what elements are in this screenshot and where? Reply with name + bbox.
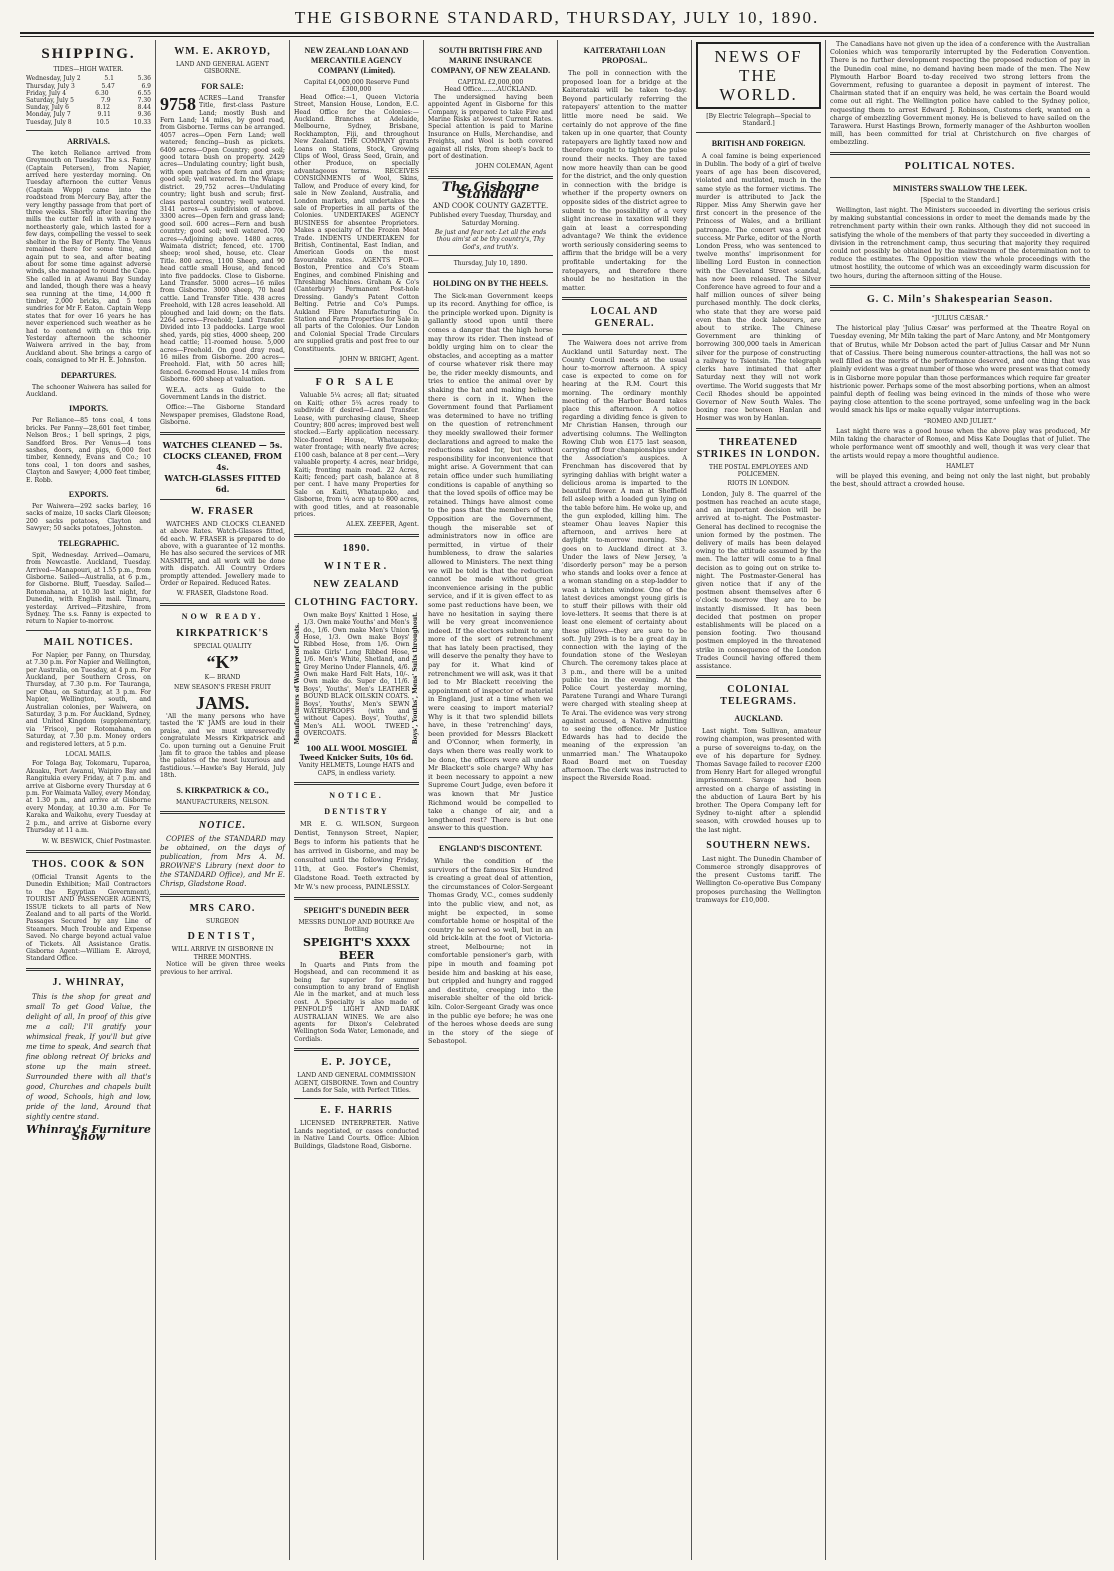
caro-footer: Notice will be given three weeks previous to her arrival.: [160, 961, 285, 976]
divider: [428, 255, 553, 256]
southern-text: Last night. The Dunedin Chamber of Commerce strongly disapproves of the present Customs tariff. The Wellington Co-operative Bus Company proposes purchasing the Wellington tramways for £10,000.: [696, 854, 821, 904]
whinray-footer: Whinray's Furniture Show: [26, 1122, 151, 1144]
vertical-label-left: Manufacturers of Waterproof Coats.: [294, 622, 301, 745]
zeefer-signature: ALEX. ZEEFER, Agent.: [346, 521, 419, 529]
paper-nameplate: The Gisborne Standard: [441, 179, 540, 203]
auckland-heading: AUCKLAND.: [734, 714, 783, 724]
local-mails-text: For Tolaga Bay, Tokomaru, Tuparoa, Akuaku, Port Awanui, Waipiro Bay and Rangitukia every Friday, at 7 p.m. and arrive at Gisborne every Thursday at 6 p.m. For Waimata Valley, every Monday, at 1.30 p.m., and arrive at Gisborne every Monday, at 10.30 a.m. For Te Karaka and Waikohu, every Tuesday at 2 p.m., and arrive at Gisborne every Thursday at 11 a.m.: [26, 760, 151, 835]
kaiterataki-text: The poll in connection with the proposed loan for a bridge at the Kaiterataki will be taken to-day. Beyond particularly referring the ratepayers' attention to the matter little more need be said. We certainly do not approve of the fine taken up in one quarter, that County ratepayers are lightly taxed now and therefore ought to tighten the pulse round their necks. They are taxed now more heavily than can be good for the district, and the only question in connection with the bridge is whether if the property owners on opposite sides of the district agree to submit to the possibility of a very slight increase in taxation will they gain at least a corresponding advantage? We think the evidence worth seriously considering seems to affirm that the bridge will be a very profitable undertaking for the ratepayers, and therefore there should be no hesitation in the matter.: [562, 69, 687, 292]
mail-notices-heading: MAIL NOTICES.: [43, 636, 134, 648]
column-5: [558, 40, 692, 1560]
tide-cell: 8.44: [137, 104, 151, 112]
holding-text: The Sick-man Government keeps up its record. Anything for office, is the principle worked upon. Dignity is gallantly stood upon until there comes a danger that the high horse may throw its rider. Then instead of boldly urging him on to clear the obstacles, and accepting as a matter of course whatever risk there may be, the rider meekly dismounts, and tries to entice the animal over by shaking the hat and making believe there is corn in it. When the Government found that Parliament was determined to have no trifling on the question of retrenchment they meekly swallowed their former declarations and agreed to make the reductions asked for, but without responsibility for inconvenience that might arise. A Government that can retain office under such humiliating conditions is capable of anything so that the loved spoils of office may be retained. Things have almost come to the pass that the members of the Opposition are the Government, though the miserable set of administrators now in office are permitted, in virtue of their humbleness, to draw the salaries allowed to Ministers. The next thing we will be told is that the reduction cannot be made without great inconvenience arising in the public service, and if it is given effect to as some past reductions have been, we have no hesitation in saying there will be very great inconvenience indeed. If the electors submit to any more of the sort of retrenchment that has lately been practised, they will deserve the penalty they have to pay for it. What kind of retrenchment we will ask, was it that led to Mr Blackett receiving the appointment of inspector of material in England, just at a time when we were ceasing to import material? Why is it that two splendid billets have, in these 'retrenching' days, been provided for Messrs Blackett and O'Connor, when formerly, in days when there was really work to be done, the officers were all under Mr Blackett's sole charge? Why has it been necessary to appoint a new Supreme Court Judge, even before it was known that Mr Justice Richmond would be compelled to take a change of air, and a lengthened rest? There is but one answer to this question.: [428, 291, 553, 833]
tide-row: [26, 90, 151, 97]
kaiterataki-heading: KAITERATAHI LOAN PROPOSAL.: [583, 46, 666, 65]
telegraphic-text: Spit, Wednesday. Arrived—Oamaru, from Newcastle. Auckland, Tuesday. Arrived—Manapouri, at 1.55 p.m., from Gisborne. Sailed—Australia, at 6 p.m., for Gisborne. Bluff, Tuesday. Sailed—Rotomahana, at 10.30 last night, for Dunedin, with English mail. Timaru, yesterday. Arrived—Fitzshire, from Sydney. The s.s. Fanny is expected to return to Napier to-morrow.: [26, 551, 151, 626]
tide-cell: 8.12: [96, 104, 110, 112]
harris-heading: E. F. HARRIS: [320, 1105, 393, 1117]
cook-heading: THOS. COOK & SON: [31, 858, 146, 870]
dentist-heading: DENTIST,: [187, 931, 258, 943]
jams-heading: JAMS.: [195, 692, 250, 713]
published-note: Published every Tuesday, Thursday, and Saturday Morning.: [429, 212, 552, 227]
tide-cell: 9.36: [137, 111, 151, 119]
divider: [294, 534, 419, 537]
divider: [696, 428, 821, 431]
local-general-heading: LOCAL AND GENERAL.: [590, 306, 659, 330]
divider: [562, 334, 687, 335]
joyce-text: LAND AND GENERAL COMMISSION AGENT, GISBORNE. Town and Country Lands for Sale, with Perfect Titles.: [294, 1072, 419, 1095]
winter-heading: WINTER.: [323, 560, 390, 572]
nz-loan-text: Head Office:—1, Queen Victoria Street, Mansion House, London, E.C. Head Office for the Colonies:—Auckland. Branches at Adelaide, Melbourne, Sydney, Brisbane, Rockhampton, Fiji, and throughout New Zealand. THE COMPANY grants Loans on Stations, Stock, Growing Clips of Wool, Grass Seed, Grain, and other Produce, on specially advantageous terms. RECEIVES CONSIGNMENTS of Wool, Skins, Tallow, and Produce of every kind, for sale in New Zealand, Australia, and London markets, and undertakes the sale of Properties in all parts of the Colonies. UNDERTAKES AGENCY BUSINESS for absentee Proprietors. Makes a specialty of the Frozen Meat Trade. INDENTS UNDERTAKEN for British, Continental, East Indian, and American Goods on the most favourable rates. AGENTS FOR— Boston, Prentice and Co's Steam Engines, and combined Finishing and Threshing Machines. Graham & Co's (Canterbury) Permanent Post-hole Dressing. Gandy's Patent Cotton Belting. Petrie and Co's Pumps. Aukland Fibre Manufacturing Co. Station and Farm Properties for Sale in all parts of the Colonies. Our London and Colonial Special Trade Circulars are supplied gratis and post free to our Constituents.: [294, 93, 419, 353]
paper-motto: Be just and fear not: Let all the ends thou aim'st at be thy country's, Thy God's, and truth's.: [434, 228, 547, 251]
divider: [26, 630, 151, 631]
tide-table: [26, 75, 151, 125]
divider: [294, 897, 419, 900]
political-heading: POLITICAL NOTES.: [904, 160, 1016, 172]
clothing-text: Own make Boys' Knitted 1 Hose, 1/3. Own make Youths' and Men's do., 1/6. Own make Men's Union Hose, 1/3. Own make Boys' Ribbed Hose, from 1/6. Own make Girls' Long Ribbed Hose, 1/6. Men's White, Shetland, and Grey Merino Under Flannels, 4/6. Own make Hard Felt Hats, 10/-. Own make do. Super do, 11/6. Boys', Youths', Men's LEATHER BOUND BLACK OILSKIN COATS. Boys', Youths', Men's SEWN WATERPROOFS (with and without Capes). Boys', Youths', Men's ALL WOOL TWEED OVERCOATS.: [303, 611, 410, 738]
tide-cell: Sunday, July 6: [26, 104, 69, 112]
mail-notices-text: For Napier, per Fanny, on Thursday, at 7.30 p.m. For Napier and Wellington, per Australia, on Tuesday, at 4 p.m. For Auckland, per Southern Cross, on Thursday, at 7.30 p.m. For Tauranga, per Ohau, on Saturday, at 3 p.m. For Napier, Wellington, south, and Australian colonies, per Waiwera, on Saturday, 3 p.m. For Auckland, Sydney, and United Kingdom (supplementary, via 'Frisco), per Rotomahana, on Saturday, at 7.30 p.m. Money orders and registered letters, at 5 p.m.: [26, 651, 152, 748]
whinray-poem: This is the shop for great and small To get Good Value, the delight of all, In proof of this give me a call; I'll gratify your whimsical freak, If you'll but give me time to speak, And search that fine oblong retreat Of bricks and stone up the main street. Surrounded there with all that's good, Churches and chapels built of wood, Schools, high and low, pride of the land, Around that sightly centre stand.: [26, 992, 151, 1121]
imports-heading: IMPORTS.: [68, 404, 109, 414]
exports-text: Per Waiwera—292 sacks barley, 16 sacks of maize, 10 sacks Clark Gleeson; 200 sacks potatoes, Clayton and Sawyer; 50 sacks potatoes, Johnston.: [26, 503, 151, 533]
coleman-signature: JOHN COLEMAN, Agent: [475, 163, 553, 171]
joyce-heading: E. P. JOYCE,: [321, 1057, 392, 1069]
tide-row: [26, 75, 151, 82]
local-mails-heading: LOCAL MAILS.: [65, 751, 112, 759]
tide-cell: 5.1: [104, 75, 114, 83]
local-general-text: The Waiwera does not arrive from Auckland until Saturday next. The County Council meets at the usual hour to-morrow afternoon. A spicy case is expected to come on for hearing at the R.M. Court this morning. The ordinary monthly meeting of the Harbor Board takes place this afternoon. A notice regarding a dividing fence is given to Mr Christian Hansen, through our advertising columns. The Wellington Rowing Club won £175 last season, carrying off four championships under the Association's auspices. A Frenchman has discovered that by syringing dahlias with bright water a delicious aroma is imparted to the beautiful flower. A man at Sheffield fell asleep with a loaded gun lying on the table before him. He woke up, and the gun exploded, killing him. The steamer Ohau leaves Napier this afternoon, and arrives here at daylight to-morrow morning. She goes on to Auckland direct at 3. Under the laws of New Jersey, 'a 'disorderly person'' may be a person who stands and looks over a fence at a woman standing on a step-ladder to wash a kitchen window. One of the latest devices amongst young girls is to stuff their pillows with their old love-letters. It seems that there is at least one element of certainty about these pillows—they are sure to be soft. July 29th is to be a great day in connection with the laying of the foundation stone of the Wesleyan Church. The ceremony takes place at 3 p.m., and there will be a united public tea in the evening. At the Police Court yesterday morning, Paratene Turangi and Whare Turangi were charged with stealing sheep at Te Arai. The evidence was very strong against accused, a Native admitting to seeing the offence. Mr Justice Edwards has had to decide the meaning of the expression 'an unmarried man.' The Whataupoko Road Board met on Tuesday afternoon. The clerk was instructed to inspect the Riverside Road.: [562, 339, 687, 783]
akroyd-subheading: LAND AND GENERAL AGENT GISBORNE.: [176, 61, 269, 76]
divider: [294, 1048, 419, 1051]
tide-row: [26, 97, 151, 104]
exports-heading: EXPORTS.: [68, 490, 109, 500]
nz-clothing-heading-2: CLOTHING FACTORY.: [294, 596, 419, 608]
tide-cell: Monday, July 7: [26, 111, 71, 119]
kirkpatrick-heading: KIRKPATRICK'S: [176, 627, 269, 639]
tide-cell: 6.30: [95, 89, 109, 97]
tide-cell: 7.9: [101, 97, 111, 105]
postal-subheading: THE POSTAL EMPLOYEES AND POLICEMEN.: [708, 463, 809, 478]
wilson-text: MR E. G. WILSON, Surgeon Dentist, Tennyson Street, Napier, Begs to inform his patients that he has arrived in Gisborne, and may be consulted until the following Friday, 11th, at Geo. Foster's Chemist, Gladstone Road. Teeth extracted by Mr W.'s new process, PAINLESSLY.: [294, 819, 419, 891]
acreage-number: 9758: [160, 93, 196, 114]
england-heading: ENGLAND'S DISCONTENT.: [439, 843, 542, 853]
sale-text: Valuable 5¼ acres; all flat; situated on Kaiti; other 5¼ acres ready to subdivide if desired—Land Transfer. Lease, with purchasing clause, Sheep Country; 800 acres; improved best well stocked.—Early application necessary. Nice-floored House, Whataupoko; water frontage; with nearly five acres; £100 cash, balance at 8 per cent.—Very valuable property. 4 acres, near bridge, Kaiti; fronting main road. 22 Acres, Kaiti; fenced; part cash, balance at 8 per cent. I have many Properties for Sale on Kaiti, Whataupoko, and Gisborne, from ¼ acre up to 800 acres, with good titles, and at reasonable prices.: [294, 392, 419, 518]
for-sale-heading: FOR SALE:: [201, 81, 244, 91]
guide-text: W.E.A. acts as Guide to the Government Lands in the district.: [160, 386, 285, 402]
speights-xxxx: SPEIGHT'S XXXX BEER: [303, 935, 410, 962]
akroyd-heading: WM. E. AKROYD,: [174, 46, 271, 57]
tide-cell: 5.47: [101, 82, 115, 90]
divider: [160, 811, 285, 814]
manufacturers-label: MANUFACTURERS, NELSON.: [176, 798, 269, 806]
issue-date: Thursday, July 10, 1890.: [453, 260, 528, 268]
caesar-heading: “JULIUS CÆSAR.”: [931, 314, 989, 322]
tide-row: [26, 104, 151, 111]
speights-heading: SPEIGHT'S DUNEDIN BEER: [303, 905, 410, 915]
tide-cell: 5.36: [137, 75, 151, 83]
telegraphic-heading: TELEGRAPHIC.: [57, 538, 120, 548]
column-3: [290, 40, 424, 1560]
canada-text: The Canadians have not given up the idea of a conference with the Australian Colonies which was temporarily interrupted by the Federation Convention. There is no further development respecting the proposed reduction of pay in the Dunedin coal mine, no demand having been made of the men. The New Plymouth Harbor Board to-day received two strong letters from the Government, refusing to guarantee a deposit in payment of interest. The Chairman stated that if an enquiry was held, he was certain the Board would come out all right. The Wellington police have cabled to the Sydney police, requesting them to arrest Edward J. Robinson, Customs clerk, wanted on a charge of embezzling Government money. He is believed to have sailed on the Tarawera. Hurst Hastings Brown, formerly manager of the Ashburton woollen mill, has been committed for trial at Christchurch on five charges of embezzling.: [830, 40, 1090, 147]
holding-heading: HOLDING ON BY THE HEELS.: [433, 278, 548, 288]
office-text: Office:—The Gisborne Standard Newspaper premises, Gladstone Road, Gisborne.: [160, 404, 285, 427]
divider: [696, 132, 821, 133]
divider: [160, 432, 285, 435]
bright-signature: JOHN W. BRIGHT, Agent.: [339, 356, 419, 364]
milns-heading: G. C. Miln's Shakespearian Season.: [867, 293, 1053, 305]
paper-subtitle: AND COOK COUNTY GAZETTE.: [432, 201, 549, 210]
watches-line-1: WATCHES CLEANED — 5s.: [162, 439, 283, 450]
notice-heading: NOTICE.: [198, 820, 247, 832]
news-subheading: [By Electric Telegraph—Special to Standard.]: [706, 113, 811, 128]
divider: [696, 675, 821, 678]
romeo-text: Last night there was a good house when the above play was produced, Mr Miln taking the character of Romeo, and Miss Kate Douglas that of Juliet. The whole performance went off smoothly and well, though it was very clear that the artists would repay a more thoughtful audience.: [830, 426, 1090, 460]
caro-subheading: SURGEON: [205, 918, 240, 926]
divider: [160, 894, 285, 897]
watches-line-2: CLOCKS CLEANED, FROM 4s.: [163, 450, 282, 472]
tide-cell: 6.9: [141, 82, 151, 90]
newspaper-columns: [22, 40, 1094, 1560]
british-foreign-text: A coal famine is being experienced in Dublin. The body of a girl of twelve years of age has been discovered, violated and mutilated, much in the same style as the former victims. The murder is attributed to Jack the Ripper. Miss Amy Sherwin gave her first concert in the presence of the Princess of Wales, and a brilliant patronage. The concert was a great success. Mr Parke, editor of the North London Press, who was sentenced to twelve months' imprisonment for libelling Lord Euston in connection with the Cleveland Street scandal, has now been released. The Silver Conference have agreed to four and a half million ounces of silver being purchased monthly. The dock clerks, who state that they are worse paid even than the dock labourers, are about to strike. The Chinese Government are thinking of borrowing 300,000 taels in American silver for the purpose of constructing a railway to Tsientsin. The telegraph clerks have intimated that after Saturday next they will not work overtime. The World suggests that Mr Cecil Rhodes should be appointed Governor of New South Wales. The boxing race between Hanlan and Hosmer was won by Hanlan.: [696, 151, 821, 423]
tide-cell: 10.33: [133, 118, 151, 126]
south-british-heading: SOUTH BRITISH FIRE AND MARINE INSURANCE COMPANY, OF NEW ZEALAND.: [430, 46, 551, 75]
south-british-capital: CAPITAL £2,000,000: [457, 79, 524, 86]
england-text: While the condition of the survivors of the famous Six Hundred is creating a great deal of attention, the circumstances of Color-Sergeant Thomas Grady, V.C., comes suddenly into the public view, and not, as might be expected, in some comfortable home or hospital of the country he served so well, but in an old brick-kiln at the foot of Victoria-street, Melbourne; not in comfortable pensioner's garb, with pipe in mouth and foaming pot beside him and basking at his ease, but crippled and hungry and ragged and destitute, creeping into the miserable shelter of the old brick-kiln. Color-Sergeant Grady was once in the public eye before; he was one of the heroes whose deeds are sung in the story of the siege of Sebastopol.: [428, 856, 553, 1046]
kirkpatrick-company: S. KIRKPATRICK & CO.,: [176, 785, 269, 795]
strikes-heading: THREATENED STRIKES IN LONDON.: [696, 436, 821, 460]
divider: [294, 368, 419, 371]
for-sale-heading-2: FOR SALE: [315, 377, 398, 389]
departures-heading: DEPARTURES.: [60, 370, 117, 380]
tide-cell: Tuesday, July 8: [26, 118, 72, 126]
news-of-world-box: [696, 42, 821, 109]
colonial-heading: COLONIAL TELEGRAMS.: [720, 684, 797, 708]
harris-text: LICENSED INTERPRETER. Native Lands negotiated, or cases conducted in Native Land Courts. Office: Albion Buildings, Gladstone Road, Gisborne.: [294, 1120, 419, 1150]
tide-cell: 9.11: [97, 111, 111, 119]
tide-cell: Friday, July 4: [26, 89, 67, 97]
divider: [160, 603, 285, 606]
helmets-text: Vanity HELMETS, Lounge HATS and CAPS, in endless variety.: [298, 762, 415, 777]
leek-subheading: [Special to the Standard.]: [920, 196, 1000, 204]
hamlet-heading: HAMLET: [945, 462, 975, 470]
imports-text: Per Reliance—85 tons coal, 4 tons bricks. Per Fanny—28,601 feet timber, Nelson Bros.; 1 bell springs, 2 pigs, Sandford Bros. Per Venus—4 tons sashes, doors, and pigs, 6,000 feet timber, Kennedy, Evans and Co.; 10 tons coal, 1 ton doors and sashes, Clayton and Sawyer; 4,000 feet timber, E. Robb.: [26, 417, 151, 484]
masthead-rule-thin: [20, 36, 1094, 37]
masthead-rule: [20, 32, 1094, 34]
now-ready-heading: NOW READY.: [181, 611, 264, 621]
shipping-heading: SHIPPING.: [41, 46, 136, 62]
arrivals-text: The ketch Reliance arrived from Greymouth on Tuesday. The s.s. Fanny (Captain Petersen), from Napier, arrived here yesterday morning. On Tuesday afternoon the cutter Venus (Captain Wepp) came into the roadstead from Mercury Bay, after the very lengthy passage from that port of three weeks. Shortly after leaving the mills the cutter fell in with a heavy northeasterly gale, which lasted for a few days, compelling the vessel to seek shelter in the Bay of Plenty. The Venus remained there for some time, and again put to sea, and after beating about for some time against adverse winds, she managed to round the Cape. She called in at Awanui Bay Sunday and landed, though there was a heavy sea running at the time, 14,000 ft timber, 2,000 bricks, and 5 tons sundries for Mr F. Eaton. Captain Wepp states that for over 16 years he has never experienced such weather as he had to contend with on this trip. Yesterday afternoon the schooner Waiwera arrived in the bay, from Auckland about. She brings a cargo of coals, consigned to Mr H. E. Johnston.: [26, 149, 151, 365]
divider: [160, 499, 285, 500]
caro-heading: MRS CARO.: [189, 903, 256, 915]
strikes-text: London, July 8. The quarrel of the postmen has reached an acute stage, and an important decision will be arrived at to-night. The Postmaster-General has declined to recognise the union formed by the postmen. The delivery of mails has been delayed owing to the attitude assumed by the men. The latter will come to a final decision as to going out on strike to-night. The Postmaster-General has given notice that if any of the postmen absent themselves after 6 o'clock to-morrow they are to be instantly dismissed. It has been decided that postmen on proper establishments will be placed on a pension footing. Two thousand postmen employed in the threatened strike in consequence of the London Trades Council having offered them assistance.: [696, 489, 821, 670]
divider: [830, 177, 1090, 178]
postmaster-signature: W. W. BESWICK, Chief Postmaster.: [42, 837, 151, 845]
tide-cell: Saturday, July 5: [26, 97, 74, 105]
south-british-text: The undersigned having been appointed Agent in Gisborne for this Company, is prepared to take Fire and Marine Risks at lowest Current Rates. Special attention is paid to Marine Insurance on Hulls, Merchandise, and Freights, and Wool is both covered against all risks, from sheep's back to port of destination.: [428, 93, 553, 161]
hamlet-text: will be played this evening, and being not only the last night, but probably the best, should attract a crowded house.: [830, 472, 1090, 489]
notice-text: COPIES of the STANDARD may be obtained, on the days of publication, from Mrs A. M. BROWNE'S Library (next door to the STANDARD Office), and Mr E. Chrisp, Gladstone Road.: [160, 835, 285, 889]
year-heading: 1890.: [342, 542, 371, 554]
fraser-address: W. FRASER, Gladstone Road.: [176, 590, 269, 598]
fresh-fruit-label: NEW SEASON'S FRESH FRUIT: [174, 683, 271, 691]
k-brand-label: K— BRAND: [204, 674, 241, 682]
fraser-heading: W. FRASER: [190, 505, 255, 517]
column-1: [22, 40, 156, 1560]
divider: [830, 285, 1090, 288]
tide-cell: 10.5: [96, 118, 110, 126]
tides-heading: TIDES—HIGH WATER.: [53, 66, 124, 73]
divider: [428, 176, 553, 179]
fraser-text: WATCHES AND CLOCKS CLEANED at above Rates. Watch-Glasses fitted, 6d each. W. FRASER is prepared to do above, with a guarantee of 12 months. He has also secured the services of MR NASMITH, and all work will be done with dispatch. All Country Orders promptly attended. Jewellery made to Order or Repaired. Reduced Rates.: [160, 520, 285, 587]
divider: [294, 1098, 419, 1099]
column-4: [424, 40, 558, 1560]
nz-clothing-heading-1: NEW ZEALAND: [313, 578, 400, 590]
southern-heading: SOUTHERN NEWS.: [706, 839, 811, 851]
romeo-heading: “ROMEO AND JULIET.”: [923, 417, 997, 425]
tide-row: [26, 119, 151, 126]
tide-cell: Wednesday, July 2: [26, 75, 81, 83]
divider: [830, 152, 1090, 155]
land-listings: ACRES—Land Transfer Title, first-class Pasture Land; mostly Bush and Fern Land; 14 miles, by good road, from Gisborne. Terms can be arranged. 4057 acres—Open Fern Land; well watered; fencing—bush as pickets. 6409 acres—Open Country; good soil; good totara bush on property. 2429 acres—Undulating country; light bush, with open patches of fern and grass; good soil; well watered. In the Waiapu district. 29,752 acres—Undulating country; light bush and scrub; first-class pastoral country; well watered. 3141 acres—A subdivision of above. 3300 acres—Open fern and grass land; good soil. 600 acres—Fern and bush country; good soil; well watered. 700 acres—Adjoining above. 1480 acres, Waimata district; fenced, etc. 1700 sheep; wool shed, house, etc. Clear Title. 800 acres, 1100 Sheep, and 90 head cattle small House, and fenced into five paddocks. Close to Gisborne. Land Transfer. 5000 acres—16 miles from Gisborne. 3000 sheep, 70 head cattle. Land Transfer Title. 438 acres Freehold, with 128 acres leasehold. All ploughed and laid down; on the flats. 2264 acres—Freehold; Land Transfer. Divided into 13 paddocks. Large wool shed, yards, pig sties, 4000 sheep, 200 head cattle; 11-roomed house. 5,000 acres—Freehold. On good dray road, 16 miles from Gisborne. 200 acres—Freehold. Flat, with 50 acres hill; fenced. 6-roomed House. 14 miles from Gisborne. 600 sheep at valuation.: [160, 94, 285, 384]
nz-loan-heading: NEW ZEALAND LOAN AND MERCANTILE AGENCY COMPANY (Limited).: [304, 46, 409, 75]
caro-text: WILL ARRIVE IN GISBORNE IN THREE MONTHS.: [171, 946, 274, 961]
vertical-label-right: Boys', Youths', Mens' Suits throughout.: [411, 611, 419, 745]
caesar-text: The historical play 'Julius Cæsar' was performed at the Theatre Royal on Tuesday evening, Mr Miln taking the part of Marc Antony, and Mr Montgomery that of Brutus, while Mr Dobson acted the part of Julius Cæsar and Mr Nunn that of Cassius. There being numerous counter-attractions, the hall was not so well filled as the merits of the performance deserved, and one thing that was plainly evident was a great number of those who were present was that comedy is in Gisborne more popular than those performances which require far greater histrionic power. Perhaps some of the most absorbing portions, when an almost painful depth of feeling was being evinced in the minds of those who were paying close attention to the scene portrayed, some unfeeling wag in the back would smack his lips or make equally vulgar interruptions.: [830, 324, 1090, 415]
arrivals-heading: ARRIVALS.: [67, 136, 110, 146]
tide-row: [26, 83, 151, 90]
special-quality: SPECIAL QUALITY: [193, 642, 252, 650]
nz-loan-capital: Capital £4,000,000 Reserve Fund £300,000: [303, 79, 410, 94]
auckland-text: Last night. Tom Sullivan, amateur rowing champion, was presented with a purse of sovereigns to-day, on the eve of his departure for Sydney. Thomas Savage failed to recover £200 from Henry Hart for alleged wrongful imprisonment. Savage had been arrested on a charge of assisting in the abduction of Laura Bert by his brother. The Opera Company left for Sydney to-night after a splendid season, with crowded houses up to the last night.: [696, 727, 821, 834]
column-6: [692, 40, 826, 1560]
riots-subheading: RIOTS IN LONDON.: [727, 480, 790, 488]
column-7: [826, 40, 1094, 1560]
notice-heading-2: NOTICE.: [329, 790, 384, 800]
whinray-heading: J. WHINRAY,: [52, 976, 125, 988]
divider: [830, 310, 1090, 311]
k-brand-logo: “K”: [206, 652, 239, 673]
divider: [428, 272, 553, 273]
leek-heading: MINISTERS SWALLOW THE LEEK.: [893, 183, 1027, 193]
mosgiel-suits: 100 ALL WOOL MOSGIEL Tweed Knicker Suits, 10s 6d.: [299, 744, 414, 763]
british-foreign-heading: BRITISH AND FOREIGN.: [711, 138, 806, 148]
cook-text: (Official Transit Agents to the Dunedin Exhibition; Mail Contractors to the Egyptian Government), TOURIST AND PASSENGER AGENTS, ISSUE tickets to all parts of New Zealand and to all parts of the World. Passages Secured by any Line of Steamers. Much Trouble and Expense Saved. No charge beyond actual value of Tickets. All Assistance Gratis. Gisborne Agent:—William E. Akroyd, Standard Office.: [26, 873, 151, 963]
divider: [26, 968, 151, 971]
tide-cell: 6.55: [137, 89, 151, 97]
divider: [26, 850, 151, 853]
clothing-ad-body: [294, 612, 419, 744]
watches-line-3: WATCH-GLASSES FITTED 6d.: [164, 472, 281, 494]
column-2: [156, 40, 290, 1560]
divider: [428, 837, 553, 838]
tide-cell: Thursday, July 3: [26, 82, 75, 90]
south-british-office: Head Office........AUCKLAND.: [444, 86, 537, 94]
tide-row: [26, 111, 151, 118]
leek-text: Wellington, last night. The Ministers succeeded in diverting the serious crisis by making substantial concessions in order to meet the demands made by the retrenchment party within their own ranks. Although they did not succeed in satisfying the whole of the members of that party they succeeded in diverting a division in the retrenchment camp, thus securing that majority they required could not possibly be obtained by the mainstream of the determination not to reduce the estimates. The Opposition view the whole proceedings with the utmost hostility, the outcome of which was an exceedingly warm discussion for two hours, during the afternoon sitting of the House.: [830, 206, 1090, 280]
speights-subheading: MESSRS DUNLOP AND BOURKE Are Bottling: [298, 918, 415, 934]
tide-cell: 7.30: [137, 97, 151, 105]
divider: [562, 297, 687, 300]
divider: [26, 130, 151, 131]
news-of-world-heading: NEWS OF THE WORLD.: [714, 47, 803, 104]
departures-text: The schooner Waiwera has sailed for Auckland.: [26, 383, 151, 399]
jams-text: 'All the many persons who have tasted the 'K' JAMS are loud in their praise, and we must unreservedly congratulate Messrs Kirkpatrick and Co. upon turning out a Genuine Fruit Jam fit to grace the tables and please the palates of the most luxurious and fastidious.'—Hawke's Bay Herald, July 18th.: [160, 712, 285, 780]
speights-text: In Quarts and Pints from the Hogshead, and can recommend it as being far superior for summer consumption to any brand of English Ale in the market, and at much less cost. A Specialty is also made of PENFOLD'S LIGHT AND DARK AUSTRALIAN WINES. We are also agents for Dixon's Celebrated Wellington Soda Water, Lemonade, and Cordials.: [294, 961, 419, 1043]
masthead-title: THE GISBORNE STANDARD, THURSDAY, JULY 10, 1890.: [294, 8, 820, 27]
divider: [294, 782, 419, 785]
dentistry-heading: DENTISTRY: [324, 806, 389, 816]
